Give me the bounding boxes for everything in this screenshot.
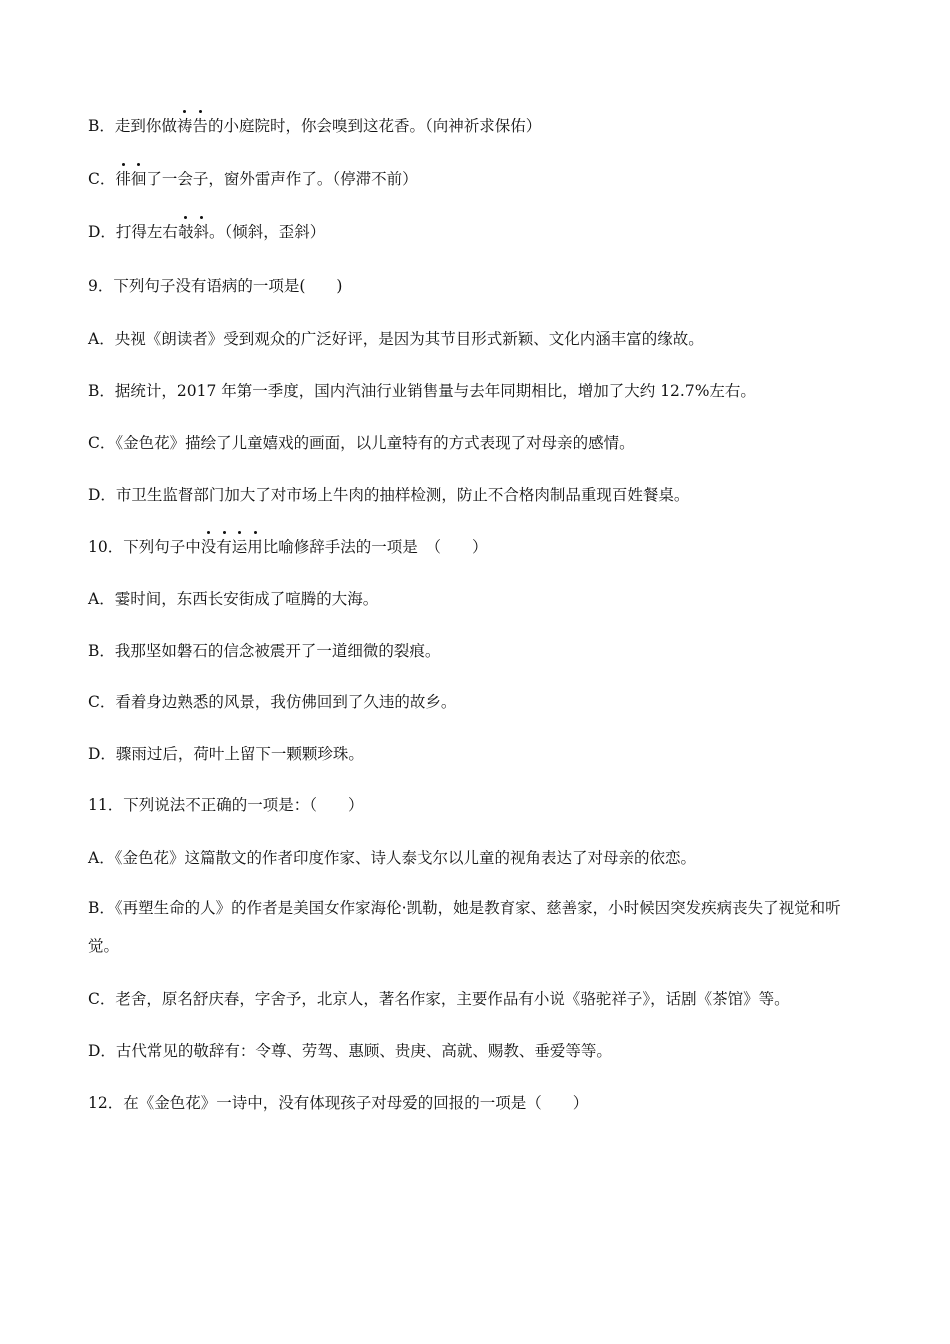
q11-option-b: B．《再塑生命的人》的作者是美国女作家海伦·凯勒，她是教育家、慈善家，小时候因突发疾病丧失了视觉和听觉。	[88, 899, 841, 955]
q9-option-c: C．《金色花》描绘了儿童嬉戏的画面，以儿童特有的方式表现了对母亲的感情。	[88, 434, 635, 452]
q10-option-b: B．我那坚如磐石的信念被震开了一道细微的裂痕。	[88, 642, 441, 660]
emphasis-dot-char: 徊	[130, 170, 147, 188]
emphasis-dot-char: 用	[247, 538, 263, 556]
emphasis-dot-char: 攲	[177, 223, 194, 241]
emphasis-dot-char: 斜	[193, 223, 209, 241]
emphasis-dot-char: 运	[231, 538, 248, 556]
emphasis-dot-char: 祷	[176, 117, 193, 135]
q11-option-c: C．老舍，原名舒庆春，字舍予，北京人，著名作家，主要作品有小说《骆驼祥子》，话剧《茶馆》等。	[88, 990, 790, 1008]
q9-option-b: B．据统计，2017 年第一季度，国内汽油行业销售量与去年同期相比，增加了大约 12.7%左右。	[88, 382, 756, 400]
q8-option-d: D．打得左右攲斜。（倾斜，歪斜）	[88, 223, 326, 241]
q11-option-d: D．古代常见的敬辞有：令尊、劳驾、惠顾、贵庚、高就、赐教、垂爱等等。	[88, 1042, 612, 1060]
q12-stem: 12．在《金色花》一诗中，没有体现孩子对母爱的回报的一项是（ ）	[88, 1094, 589, 1112]
emphasis-dot-char: 没	[200, 538, 217, 556]
q10-option-d: D．骤雨过后，荷叶上留下一颗颗珍珠。	[88, 745, 364, 763]
q10-option-a: A．霎时间，东西长安街成了喧腾的大海。	[88, 590, 379, 608]
q8-option-c: C．徘徊了一会子，窗外雷声作了。（停滞不前）	[88, 170, 418, 188]
emphasis-dot-char: 徘	[115, 170, 131, 188]
q9-stem: 9．下列句子没有语病的一项是( )	[88, 277, 343, 295]
emphasis-dot-char: 有	[216, 538, 232, 556]
q10-stem: 10．下列句子中没有运用比喻修辞手法的一项是 （ ）	[88, 538, 488, 556]
q9-option-a: A．央视《朗读者》受到观众的广泛好评，是因为其节目形式新颖、文化内涵丰富的缘故。	[88, 330, 704, 348]
q8-option-b: B．走到你做祷告的小庭院时，你会嗅到这花香。（向神祈求保佑）	[88, 117, 542, 135]
emphasis-dot-char: 告	[192, 117, 208, 135]
q11-stem: 11．下列说法不正确的一项是：（ ）	[88, 796, 364, 814]
q11-option-a: A．《金色花》这篇散文的作者印度作家、诗人泰戈尔以儿童的视角表达了对母亲的依恋。	[88, 849, 696, 867]
q9-option-d: D．市卫生监督部门加大了对市场上牛肉的抽样检测，防止不合格肉制品重现百姓餐桌。	[88, 486, 690, 504]
q10-option-c: C．看着身边熟悉的风景，我仿佛回到了久违的故乡。	[88, 693, 457, 711]
